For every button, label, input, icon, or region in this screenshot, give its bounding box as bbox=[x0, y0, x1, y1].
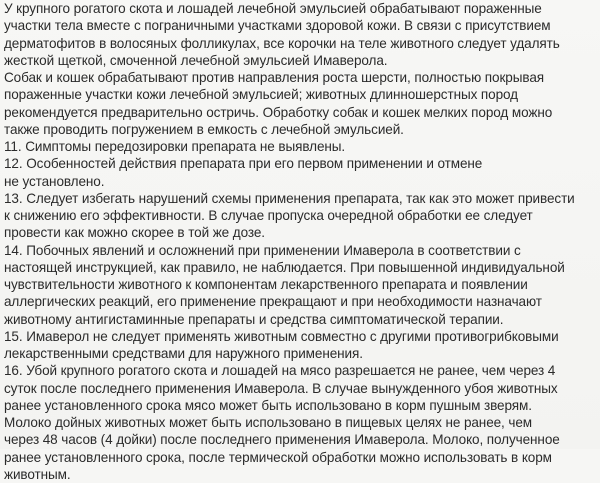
text-line: к снижению его эффективности. В случае пропуска очередной обработки ее следует bbox=[4, 208, 533, 223]
text-line: участки тела вместе с пограничными участками здоровой кожи. В связи с присутствием bbox=[4, 18, 551, 34]
text-line: через 48 часов (4 дойки) после последнего применения Имаверола. Молоко, полученное bbox=[4, 432, 560, 448]
text-line: жесткой щеткой, смоченной лечебной эмульсией Имаверола. bbox=[4, 52, 388, 68]
text-line: 13. Следует избегать нарушений схемы применения препарата, так как это может привести bbox=[4, 190, 575, 206]
text-line: настоящей инструкцией, как правило, не наблюдается. При повышенной индивидуальной bbox=[4, 259, 565, 275]
text-line: ранее установленного срока мясо может быть использовано в корм пушным зверям. bbox=[4, 397, 532, 413]
text-line: животным. bbox=[4, 466, 71, 482]
text-line: Молоко дойных животных может быть использовано в пищевых целях не ранее, чем bbox=[4, 415, 532, 430]
text-line: Собак и кошек обрабатывают против направления роста шерсти, полностью покрывая bbox=[4, 70, 544, 85]
text-line: суток после последнего применения Имаверола. В случае вынужденного убоя животных bbox=[4, 380, 558, 396]
text-line: также проводить погружением в емкость с лечебной эмульсией. bbox=[4, 121, 404, 137]
text-line: 11. Симптомы передозировки препарата не выявлены. bbox=[4, 139, 346, 154]
text-line: животному антигистаминные препараты и средства симптоматической терапии. bbox=[4, 311, 504, 327]
text-line: 15. Имаверол не следует применять животным совместно с другими противогрибковыми bbox=[4, 328, 559, 344]
text-line: рекомендуется предварительно остричь. Обработку собак и кошек мелких пород можно bbox=[4, 104, 553, 120]
text-line: дерматофитов в волосяных фолликулах, все корочки на теле животного следует удалять bbox=[4, 35, 560, 51]
text-line: чувствительности животного к компонентам лекарственного препарата и появлении bbox=[4, 277, 528, 292]
text-line: пораженные участки кожи лечебной эмульсией; животных длинношерстных пород bbox=[4, 87, 518, 103]
text-line: провести как можно скорее в той же дозе. bbox=[4, 225, 265, 241]
text-line: лекарственными средствами для наружного применения. bbox=[4, 346, 363, 361]
text-line: ранее установленного срока, после термической обработки можно использовать в корм bbox=[4, 449, 552, 465]
text-line: 14. Побочных явлений и осложнений при применении Имаверола в соответствии с bbox=[4, 242, 521, 258]
text-line: не установлено. bbox=[4, 173, 105, 189]
text-line: аллергических реакций, его применение прекращают и при необходимости назначают bbox=[4, 294, 542, 310]
text-line: 12. Особенностей действия препарата при его первом применении и отмене bbox=[4, 156, 483, 172]
text-line: 16. Убой крупного рогатого скота и лошадей на мясо разрешается не ранее, чем через 4 bbox=[4, 363, 556, 379]
text-line: У крупного рогатого скота и лошадей лечебной эмульсией обрабатывают пораженные bbox=[4, 1, 542, 16]
document-text bbox=[4, 0, 598, 483]
